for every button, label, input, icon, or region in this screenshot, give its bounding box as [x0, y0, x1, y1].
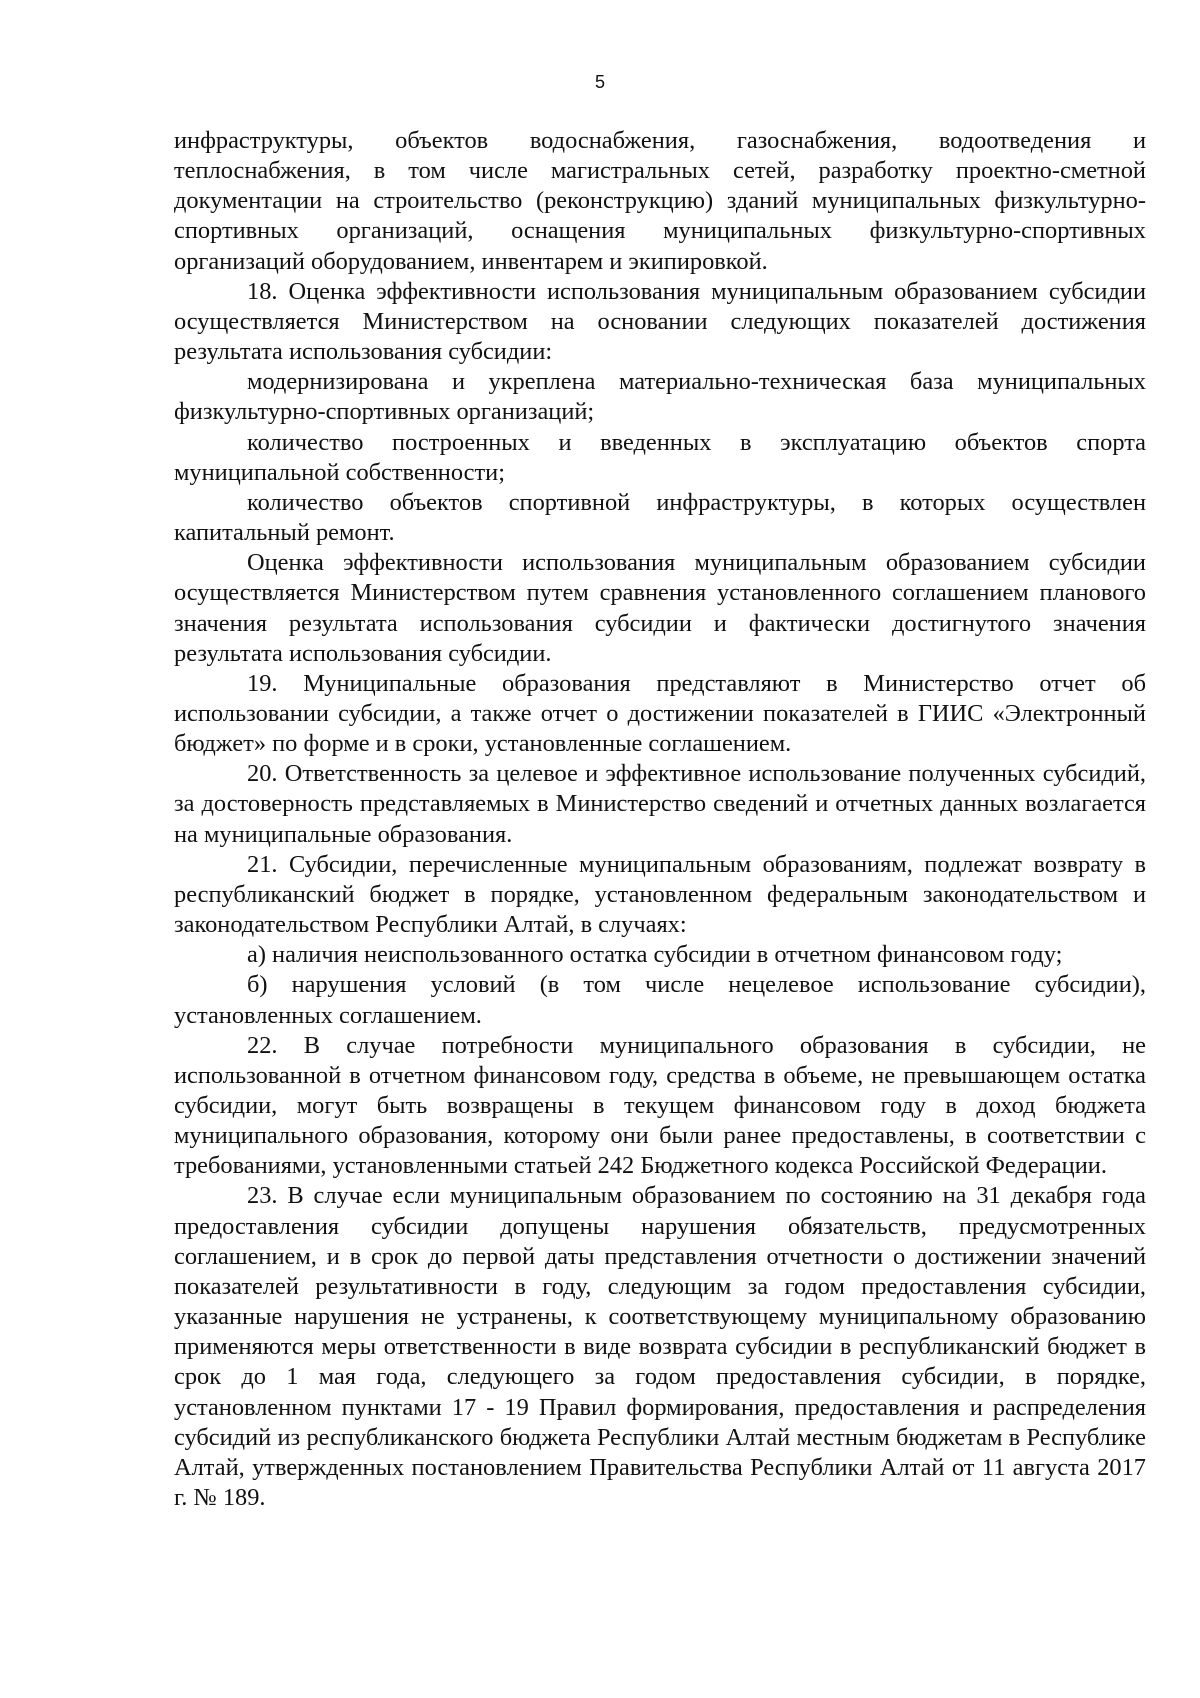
document-body [174, 126, 1146, 1513]
page-number: 5 [594, 72, 605, 92]
paragraph-20: 20. Ответственность за целевое и эффективное использование полученных субсидий, за достоверность представляемых в Министерство сведений и отчетных данных возлагается на муниципальные образования. [174, 760, 1146, 848]
case-item-a: а) наличия неиспользованного остатка субсидии в отчетном финансовом году; [247, 941, 1063, 969]
case-item-b: б) нарушения условий (в том числе нецелевое использование субсидии), установленных соглашением. [174, 971, 1146, 1029]
indicator-item-1: модернизирована и укреплена материально-техническая база муниципальных физкультурно-спортивных организаций; [174, 368, 1146, 426]
paragraph-19: 19. Муниципальные образования представляют в Министерство отчет об использовании субсидии, а также отчет о достижении показателей в ГИИС «Электронный бюджет» по форме и в сроки, установленные соглашением. [174, 669, 1146, 758]
indicator-item-3: количество объектов спортивной инфраструктуры, в которых осуществлен капитальный ремонт. [174, 488, 1146, 547]
paragraph-18: 18. Оценка эффективности использования муниципальным образованием субсидии осуществляется Министерством на основании следующих показателей достижения результата использования субсидии: [174, 277, 1146, 366]
paragraph-21: 21. Субсидии, перечисленные муниципальным образованиям, подлежат возврату в республиканский бюджет в порядке, установленном федеральным законодательством и законодательством Республики Алтай, в случаях: [174, 850, 1146, 939]
paragraph-evaluation: Оценка эффективности использования муниципальным образованием субсидии осуществляется Министерством путем сравнения установленного соглашением планового значения результата использования субсидии и фактически достигнутого значения результата использования субсидии. [174, 549, 1146, 667]
indicator-item-2: количество построенных и введенных в эксплуатацию объектов спорта муниципальной собственности; [174, 428, 1146, 486]
paragraph-22: 22. В случае потребности муниципального образования в субсидии, не использованной в отчетном финансовом году, средства в объеме, не превышающем остатка субсидии, могут быть возвращены в текущем финансовом году в доход бюджета муниципального образования, которому они были ранее предоставлены, в соответствии с требованиями, установленными статьей 242 Бюджетного кодекса Российской Федерации. [174, 1031, 1146, 1180]
paragraph-23: 23. В случае если муниципальным образованием по состоянию на 31 декабря года предоставления субсидии допущены нарушения обязательств, предусмотренных соглашением, и в срок до первой даты представления отчетности о достижении значений показателей результативности в году, следующим за годом предоставления субсидии, указанные нарушения не устранены, к соответствующему муниципальному образованию применяются меры ответственности в виде возврата субсидии в республиканский бюджет в срок до 1 мая года, следующего за годом предоставления субсидии, в порядке, установленном пунктами 17 - 19 Правил формирования, предоставления и распределения субсидий из республиканского бюджета Республики Алтай местным бюджетам в Республике Алтай, утвержденных постановлением Правительства Республики Алтай от 11 августа 2017 г. № 189. [174, 1182, 1146, 1512]
paragraph-continuation: инфраструктуры, объектов водоснабжения, газоснабжения, водоотведения и теплоснабжения, в том числе магистральных сетей, разработку проектно-сметной документации на строительство (реконструкцию) зданий муниципальных физкультурно-спортивных организаций, оснащения муниципальных физкультурно-спортивных организаций оборудованием, инвентарем и экипировкой. [174, 127, 1146, 275]
